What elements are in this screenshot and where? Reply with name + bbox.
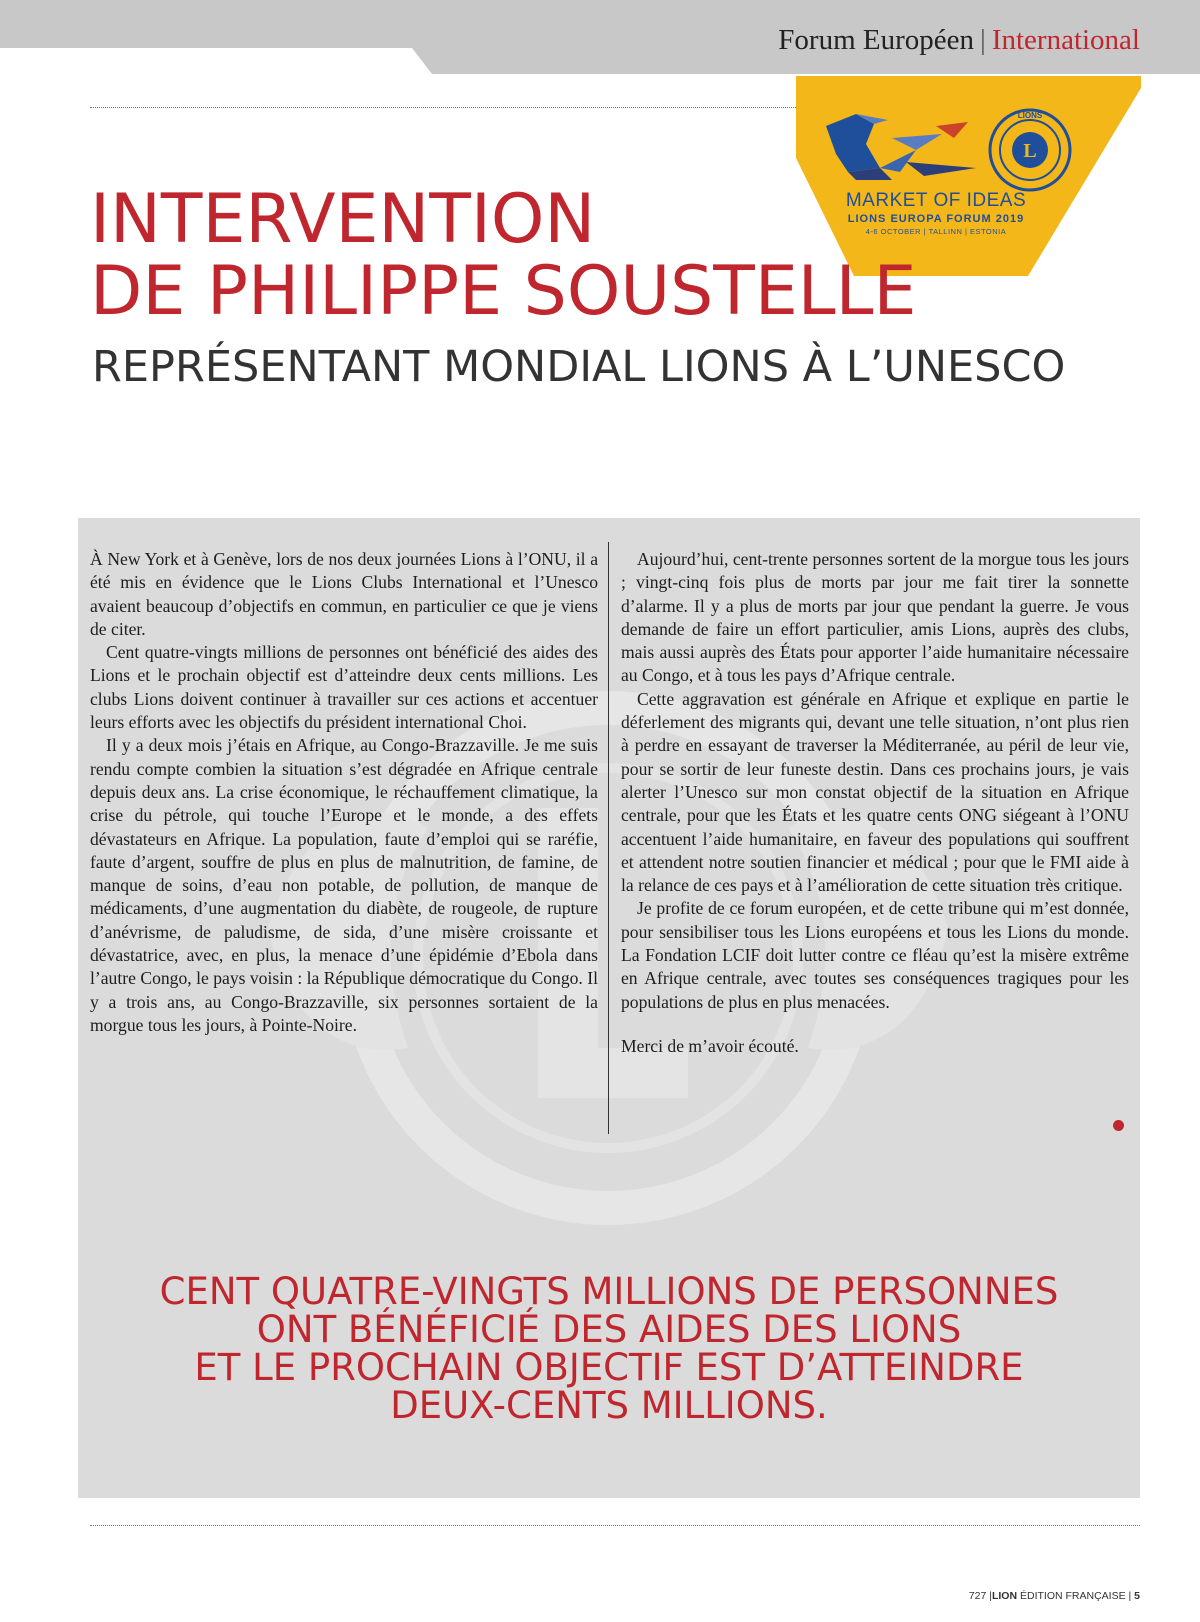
section-label xyxy=(778,22,1140,58)
paragraph: Cette aggravation est générale en Afrique et explique en partie le déferlement des migrants qui, devant une telle situation, n’ont plus rien à perdre en essayant de traverser la Méditerranée, au péril de leur vie, pour se sortir de leur funeste destin. Dans ces prochains jours, je vais alerter l’Unesco sur mon constat objectif de la situation en Afrique centrale, pour que les États et les quatre cents ONG siégeant à l’ONU accentuent l’aide humanitaire, en faveur des populations qui souffrent et attendent notre soutien financier et médical ; pour que le FMI aide à la relance de ces pays et à l’amélioration de cette situation très critique. xyxy=(621,688,1129,896)
title-line-1: INTERVENTION xyxy=(90,180,596,259)
article-title xyxy=(90,180,917,331)
article-panel xyxy=(78,518,1140,1498)
article-subtitle: REPRÉSENTANT MONDIAL LIONS À L’UNESCO xyxy=(92,342,1066,392)
footer-brand: LION xyxy=(991,1590,1018,1602)
header-band xyxy=(0,0,1200,76)
svg-text:L: L xyxy=(1023,140,1037,162)
article-column-left xyxy=(90,548,598,1037)
lions-emblem-icon xyxy=(990,110,1070,190)
badge-dates: 4-6 OCTOBER | TALLINN | ESTONIA xyxy=(865,227,1007,236)
section-category: International xyxy=(991,24,1140,56)
pull-quote-line: CENT QUATRE-VINGTS MILLIONS DE PERSONNES xyxy=(159,1270,1059,1313)
top-rule xyxy=(90,107,800,108)
end-mark xyxy=(1113,1120,1124,1131)
closing-line: Merci de m’avoir écouté. xyxy=(621,1035,799,1056)
pull-quote-line: ET LE PROCHAIN OBJECTIF EST D’ATTEINDRE xyxy=(194,1346,1024,1389)
badge-title: MARKET OF IDEAS xyxy=(845,190,1027,211)
page-number: 5 xyxy=(1134,1590,1140,1602)
title-line-2: DE PHILIPPE SOUSTELLE xyxy=(90,252,917,331)
column-divider xyxy=(608,542,609,1134)
section-name: Forum Européen xyxy=(778,24,975,56)
paragraph: Je profite de ce forum européen, et de cette tribune qui m’est donnée, pour sensibiliser tous les Lions européens et tous les Lions du monde. La Fondation LCIF doit lutter contre ce fléau qu’est la misère extrême en Afrique centrale, avec toutes ses conséquences tragiques pour les populations de plus en plus menacées. xyxy=(621,898,1129,1012)
paragraph: À New York et à Genève, lors de nos deux journées Lions à l’ONU, il a été mis en évidence que le Lions Clubs International et l’Unesco avaient beaucoup d’objectifs en commun, en particulier ce que je viens de citer. xyxy=(90,549,598,639)
bottom-rule xyxy=(90,1525,1140,1526)
pull-quote-line: ONT BÉNÉFICIÉ DES AIDES DES LIONS xyxy=(256,1308,962,1351)
footer-issue: 727 | xyxy=(968,1590,992,1602)
paragraph: Cent quatre-vingts millions de personnes ont bénéficié des aides des Lions et le prochain objectif est d’atteindre deux cents millions. Les clubs Lions doivent continuer à travailler sur ces actions et accentuer leurs efforts avec les objectifs du président international Choi. xyxy=(90,642,598,733)
badge-subtitle: LIONS EUROPA FORUM 2019 xyxy=(847,213,1025,225)
svg-text:LIONS: LIONS xyxy=(1017,111,1043,120)
pull-quote xyxy=(78,1270,1140,1427)
section-separator: | xyxy=(980,24,986,56)
paragraph: Aujourd’hui, cent-trente personnes sortent de la morgue tous les jours ; vingt-cinq fois plus de morts par jour me fait tirer la sonnette d’alarme. Il y a plus de morts par jour que pendant la guerre. Je vous demande de faire un effort particulier, amis Lions, auprès des clubs, mais aussi auprès des États pour apporter l’aide humanitaire nécessaire au Congo, et à tous les pays d’Afrique centrale. xyxy=(621,549,1129,686)
article-column-right xyxy=(621,548,1129,1058)
paragraph: Il y a deux mois j’étais en Afrique, au Congo-Brazzaville. Je me suis rendu compte combien la situation s’est dégradée en Afrique centrale depuis deux ans. La crise économique, le réchauffement climatique, la crise du pétrole, qui touche l’Europe et le monde, a des effets dévastateurs en Afrique. La population, faute d’emploi qui se raréfie, faute d’argent, souffre de plus en plus de malnutrition, de famine, de manque de soins, d’eau non potable, de pollution, de manque de médicaments, d’une augmentation du diabète, de rougeole, de rupture d’anévrisme, de paludisme, de sida, d’une misère croissante et dévastatrice, avec, en plus, la menace d’une épidémie d’Ebola dans l’autre Congo, le pays voisin : la République démocratique du Congo. Il y a trois ans, au Congo-Brazzaville, six personnes sortaient de la morgue tous les jours, à Pointe-Noire. xyxy=(90,735,598,1035)
pull-quote-line: DEUX-CENTS MILLIONS. xyxy=(390,1384,828,1427)
page-footer xyxy=(969,1590,1140,1602)
footer-edition: ÉDITION FRANÇAISE | xyxy=(1019,1590,1132,1602)
